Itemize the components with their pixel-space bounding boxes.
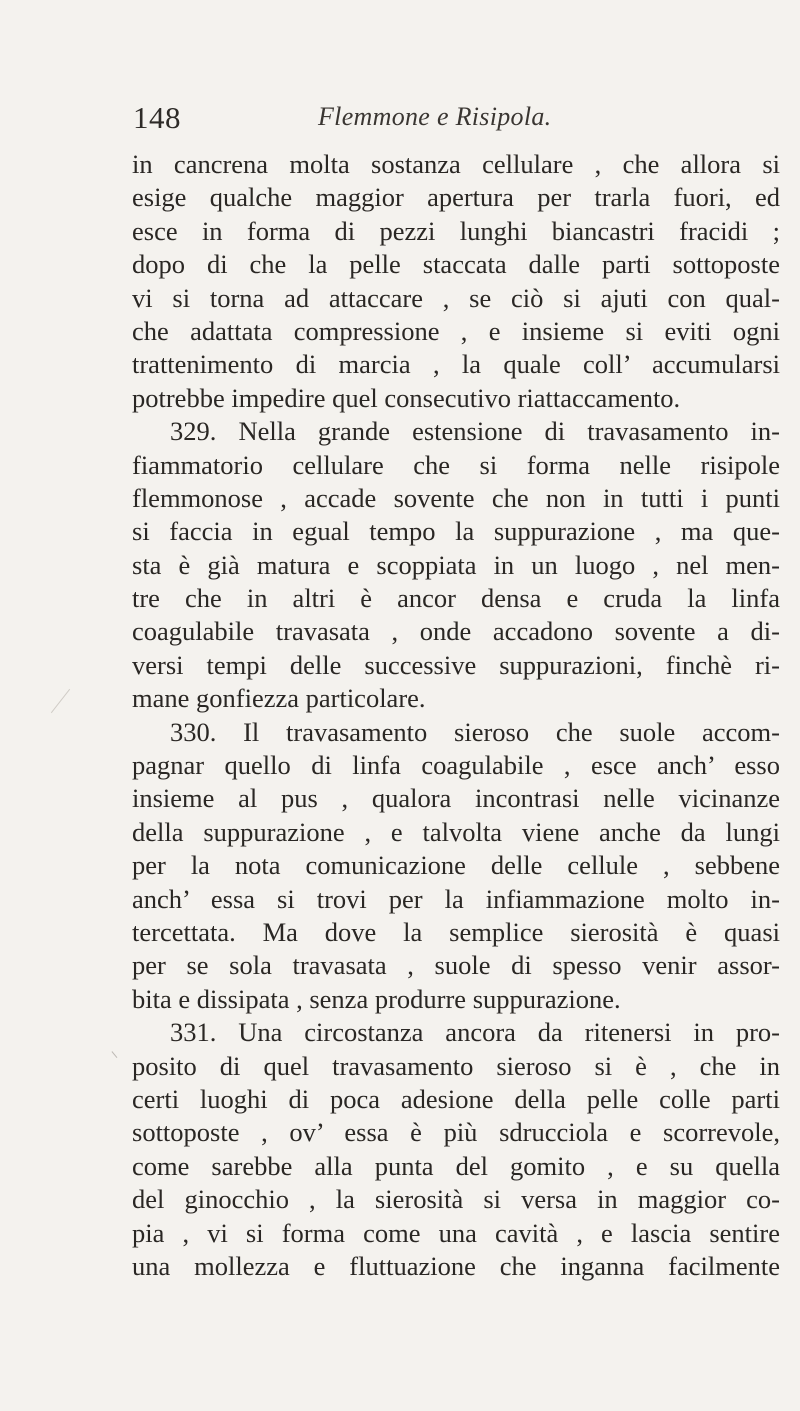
- text-line: dopo di che la pelle staccata dalle parti sottoposte: [132, 249, 780, 280]
- text-line: come sarebbe alla punta del gomito , e su quella: [132, 1150, 780, 1181]
- text-line: vi si torna ad attaccare , se ciò si ajuti con qual-: [132, 282, 780, 313]
- text-line: versi tempi delle successive suppurazioni, finchè ri-: [132, 649, 780, 680]
- text-line: per se sola travasata , suole di spesso venir assor-: [132, 950, 780, 981]
- text-line: si faccia in egual tempo la suppurazione , ma que-: [132, 516, 780, 547]
- text-line: per la nota comunicazione delle cellule , sebbene: [132, 850, 780, 881]
- text-line: pia , vi si forma come una cavità , e lascia sentire: [132, 1217, 780, 1248]
- text-line: certi luoghi di poca adesione della pelle colle parti: [132, 1083, 780, 1114]
- text-line: potrebbe impedire quel consecutivo riattaccamento.: [132, 382, 681, 413]
- text-line: in cancrena molta sostanza cellulare , che allora si: [132, 149, 780, 179]
- text-line: tercettata. Ma dove la semplice sierosità è quasi: [132, 916, 780, 947]
- text-line: tre che in altri è ancor densa e cruda la linfa: [132, 583, 780, 614]
- text-line: una mollezza e fluttuazione che inganna facilmente: [132, 1250, 780, 1281]
- text-line: pagnar quello di linfa coagulabile , esce anch’ esso: [132, 750, 780, 781]
- ink-mark: [111, 1046, 123, 1058]
- text-line: che adattata compressione , e insieme si eviti ogni: [132, 315, 780, 346]
- text-line: esige qualche maggior apertura per trarla fuori, ed: [132, 182, 780, 213]
- text-line: 331. Una circostanza ancora da ritenersi in pro-: [170, 1017, 780, 1048]
- text-line: 330. Il travasamento sieroso che suole accom-: [170, 716, 780, 747]
- text-line: fiammatorio cellulare che si forma nelle risipole: [132, 449, 780, 480]
- text-line: trattenimento di marcia , la quale coll’ accumularsi: [132, 349, 780, 380]
- paper-mark: [51, 689, 70, 713]
- text-line: mane gonfiezza particolare.: [132, 683, 426, 714]
- text-line: della suppurazione , e talvolta viene anche da lungi: [132, 816, 780, 847]
- text-line: bita e dissipata , senza produrre suppurazione.: [132, 983, 621, 1014]
- text-line: flemmonose , accade sovente che non in tutti i punti: [132, 482, 780, 513]
- text-line: esce in forma di pezzi lunghi biancastri fracidi ;: [132, 215, 780, 246]
- text-line: sta è già matura e scoppiata in un luogo , nel men-: [132, 549, 780, 580]
- text-line: coagulabile travasata , onde accadono sovente a di-: [132, 616, 780, 647]
- text-line: anch’ essa si trovi per la infiammazione molto in-: [132, 883, 780, 914]
- text-line: posito di quel travasamento sieroso si è , che in: [132, 1050, 780, 1081]
- text-line: sottoposte , ov’ essa è più sdrucciola e scorrevole,: [132, 1117, 780, 1148]
- page-number: 148: [133, 100, 181, 135]
- page-header: [133, 100, 773, 140]
- text-line: del ginocchio , la sierosità si versa in maggior co-: [132, 1184, 780, 1215]
- running-title: Flemmone e Risipola.: [318, 102, 552, 131]
- text-line: insieme al pus , qualora incontrasi nelle vicinanze: [132, 783, 780, 814]
- body-text: [132, 148, 780, 1283]
- text-line: 329. Nella grande estensione di travasamento in-: [170, 416, 780, 447]
